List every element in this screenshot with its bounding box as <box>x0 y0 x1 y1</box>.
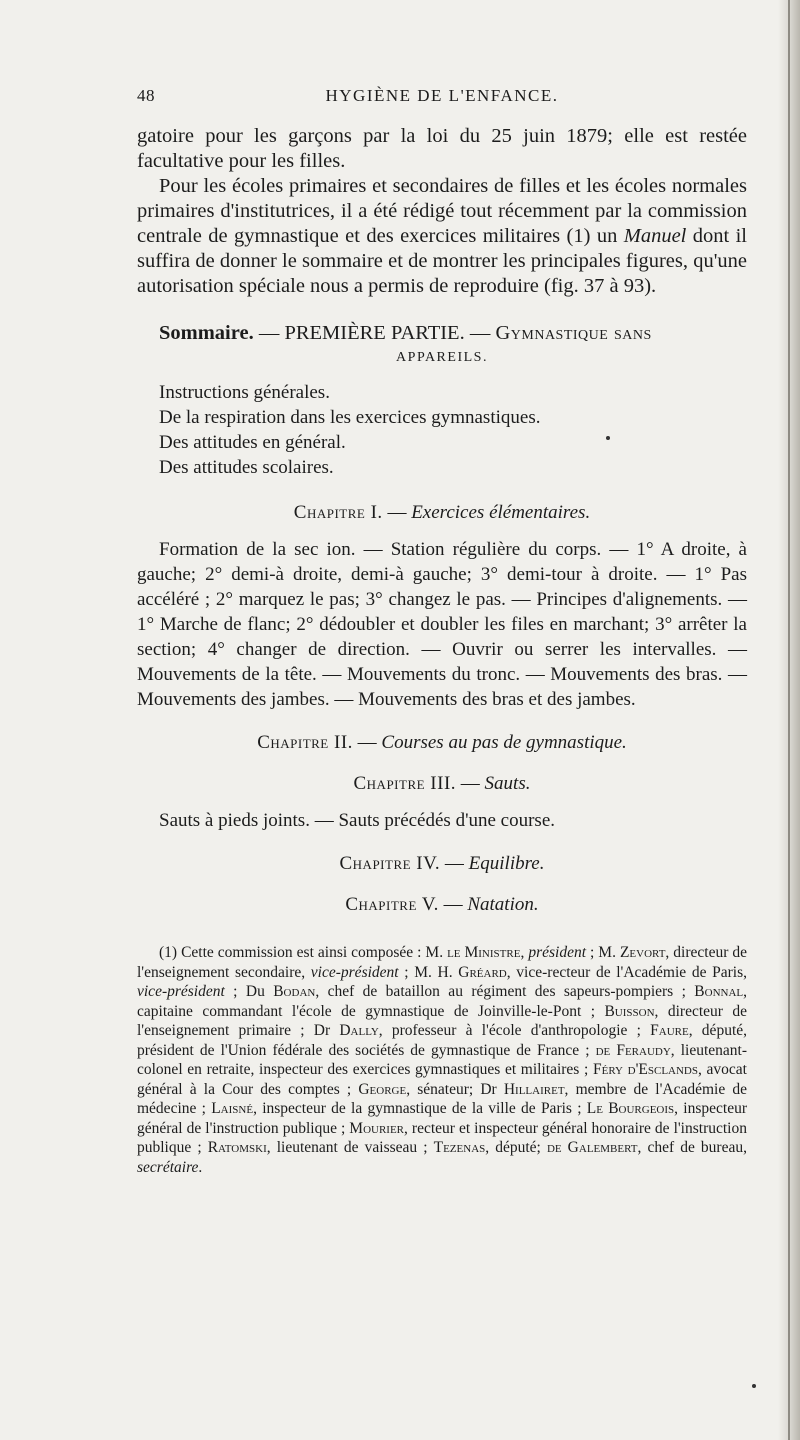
chapter-4-heading: Chapitre IV. — Equilibre. <box>339 853 545 874</box>
page-number: 48 <box>137 86 155 105</box>
member-name: Mourier <box>349 1119 405 1137</box>
footnote-marker: (1) <box>159 944 178 961</box>
chapter-1-heading: Chapitre I. — Exercices élémentaires. <box>293 502 591 523</box>
chapter-title: Natation. <box>467 894 539 915</box>
print-speck <box>752 1384 756 1388</box>
member-role: président <box>528 944 586 961</box>
intro-text: dont il suffira de donner le sommaire et de montrer les principales figures, qu'une autorisation spéciale nous a permis de reproduire (fig. 37 à 93). <box>137 225 748 297</box>
member-name: George <box>358 1080 407 1098</box>
footnote-text: , chef de bureau, <box>637 1139 747 1156</box>
manuel-title: Manuel <box>623 225 687 247</box>
chapter-3-heading: Chapitre III. — Sauts. <box>353 773 531 794</box>
member-role: vice-président <box>137 983 225 1000</box>
footnote-text: , lieutenant de vaisseau ; <box>266 1139 434 1156</box>
member-name: Buisson <box>604 1002 655 1020</box>
footnote-text: , vice-recteur de l'Académie de Paris, <box>506 963 747 981</box>
book-page <box>137 86 747 1177</box>
footnote-text: , chef de bataillon au régiment des sapeurs-pompiers ; <box>315 983 695 1000</box>
chapter-label: Chapitre III. <box>353 773 457 794</box>
member-name: de Galembert <box>546 1139 638 1156</box>
footnote-text: Cette commission est ainsi composée : M. <box>177 944 448 961</box>
member-name: Faure <box>650 1022 689 1039</box>
member-name: Féry d'Esclands <box>592 1061 698 1078</box>
chapter-1-body: Formation de la sec ion. — Station régulière du corps. — 1° A droite, à gauche; 2° demi-à droite, demi-à gauche; 3° demi-tour à droite. — 1° Pas accéléré ; 2° marquez le pas; 3° changez le pas. — Principes d'alignements. — 1° Marche de flanc; 2° dédoubler et doubler les files en marchant; 3° arrêter la section; 4° changer de direction. — Ouvrir ou serrer les intervalles. — Mouvements de la tête. — Mouvements du tronc. — Mouvements des bras. — Mouvements des jambes. — Mouvements des bras et des jambes. <box>137 539 747 710</box>
chapter-label: Chapitre V. <box>345 894 439 915</box>
footnote-text: ; Du <box>224 983 274 1000</box>
member-name: Dally <box>339 1022 379 1039</box>
sommaire-label: Sommaire. <box>159 322 254 344</box>
footnote-text: ; M. <box>586 944 620 961</box>
part-label: — PREMIÈRE PARTIE. — <box>253 322 496 344</box>
footnote-text: , inspecteur général de l'instruction publique ; <box>137 1100 747 1137</box>
footnote-text: , recteur et inspecteur général honoraire de l'instruction publique ; <box>137 1119 747 1156</box>
chapter-label: Chapitre I. <box>293 502 383 523</box>
part-title: Gymnastique sans <box>495 322 652 344</box>
member-role: secrétaire <box>137 1158 199 1176</box>
list-item: Des attitudes en général. <box>159 432 346 453</box>
chapter-2-heading: Chapitre II. — Courses au pas de gymnastique. <box>257 732 627 753</box>
footnote-text: , professeur à l'école d'anthropologie ; <box>378 1022 651 1039</box>
member-name: le Ministre <box>447 944 521 961</box>
list-item: De la respiration dans les exercices gymnastiques. <box>159 407 541 428</box>
running-title: HYGIÈNE DE L'ENFANCE. <box>325 86 559 105</box>
chapter-title: Exercices élémentaires. <box>411 502 591 523</box>
chapter-title: Courses au pas de gymnastique. <box>381 732 627 753</box>
sommaire-heading <box>137 321 747 346</box>
footnote-text: , avocat général à la Cour des comptes ; <box>137 1061 747 1098</box>
intro-paragraph-1: gatoire pour les garçons par la loi du 25 juin 1879; elle est restée facultative pour les filles. <box>137 125 747 172</box>
footnote-text: , sénateur; Dr <box>406 1080 504 1098</box>
member-name: Bonnal <box>694 983 744 1000</box>
chapter-5-heading: Chapitre V. — Natation. <box>345 894 539 915</box>
chapter-3-body: Sauts à pieds joints. — Sauts précédés d'une course. <box>159 810 556 831</box>
intro-text: Pour les écoles primaires et secondaires de filles et les écoles normales primaires d'institutrices, il a été rédigé tout récemment par la commission centrale de gymnastique et des exercices militaires (1) un <box>137 175 747 247</box>
member-name: Ratomski <box>207 1139 267 1156</box>
footnote-text: , inspecteur de la gymnastique de la ville de Paris ; <box>253 1100 587 1117</box>
member-name: Hillairet <box>503 1080 565 1098</box>
general-items-list <box>137 380 747 480</box>
chapter-label: Chapitre IV. <box>339 853 441 874</box>
footnote <box>137 943 747 1177</box>
footnote-text: , directeur de l'enseignement secondaire, <box>137 944 747 981</box>
member-name: Laisné <box>211 1100 254 1117</box>
running-header <box>137 86 747 106</box>
chapter-title: Equilibre. <box>468 853 545 874</box>
footnote-text: . <box>198 1158 203 1176</box>
list-item: Instructions générales. <box>159 382 330 403</box>
member-name: de Feraudy <box>595 1041 671 1059</box>
page-edge-line <box>788 0 790 1440</box>
chapter-label: Chapitre II. <box>257 732 353 753</box>
member-name: Le Bourgeois <box>586 1100 675 1117</box>
member-role: vice-président <box>310 963 399 981</box>
part-title-continued: APPAREILS. <box>396 350 488 365</box>
footnote-text: , membre de l'Académie de médecine ; <box>137 1080 747 1117</box>
footnote-text: , directeur de l'enseignement primaire ; Dr <box>137 1002 747 1039</box>
member-name: Bodan <box>273 983 316 1000</box>
member-name: Zevort <box>619 944 666 961</box>
intro-paragraph-2 <box>137 174 747 299</box>
footnote-text: , lieutenant-colonel en retraite, inspecteur des exercices gymnastiques et militaires ; <box>137 1041 747 1078</box>
member-name: Tezenas <box>433 1139 486 1156</box>
footnote-text: ; M. H. <box>398 963 459 981</box>
footnote-text: , député, président de l'Union fédérale des sociétés de gymnastique de France ; <box>137 1022 748 1059</box>
footnote-text: , député; <box>485 1139 547 1156</box>
footnote-text: , capitaine commandant l'école de gymnastique de Joinville-le-Pont ; <box>137 983 747 1020</box>
member-name: Gréard <box>458 963 507 981</box>
list-item: Des attitudes scolaires. <box>159 457 334 478</box>
footnote-text: , <box>520 944 529 961</box>
chapter-title: Sauts. <box>484 773 531 794</box>
